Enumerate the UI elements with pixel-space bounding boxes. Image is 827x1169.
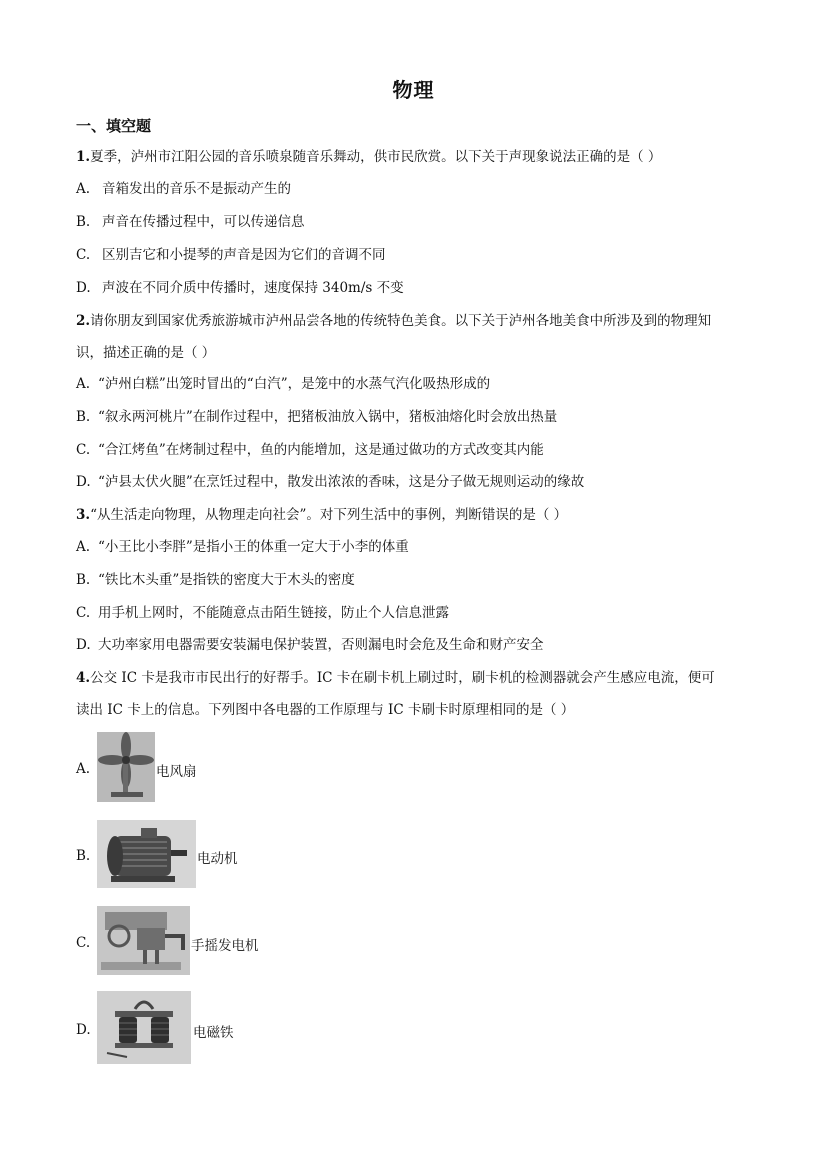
question-1-option-c: C. 区别吉它和小提琴的声音是因为它们的音调不同 xyxy=(76,247,386,263)
question-3-option-d: D. 大功率家用电器需要安装漏电保护装置，否则漏电时会危及生命和财产安全 xyxy=(76,637,544,653)
question-3-option-b: B. “铁比木头重”是指铁的密度大于木头的密度 xyxy=(76,572,355,588)
question-4-option-c-caption: 手摇发电机 xyxy=(191,938,259,954)
question-4-option-a-caption: 电风扇 xyxy=(156,764,197,780)
question-2-stem-line1: 2.请你朋友到国家优秀旅游城市泸州品尝各地的传统特色美食。以下关于泸州各地美食中所涉及到的物理知 xyxy=(76,313,712,329)
section-heading: 一、填空题 xyxy=(76,117,152,135)
question-3-option-a: A. “小王比小李胖”是指小王的体重一定大于小李的体重 xyxy=(76,539,409,555)
question-4-option-d-caption: 电磁铁 xyxy=(193,1025,234,1041)
question-4-option-c-label: C. xyxy=(76,935,91,951)
question-1-option-d: D. 声波在不同介质中传播时，速度保持 340m/s 不变 xyxy=(76,280,404,296)
question-1-option-b: B. 声音在传播过程中，可以传递信息 xyxy=(76,214,305,230)
question-2-option-a: A. “泸州白糕”出笼时冒出的“白汽”，是笼中的水蒸气汽化吸热形成的 xyxy=(76,376,491,392)
hand-crank-generator-icon xyxy=(97,906,190,975)
electric-motor-icon xyxy=(97,820,196,888)
question-3-option-c: C. 用手机上网时，不能随意点击陌生链接，防止个人信息泄露 xyxy=(76,605,449,621)
question-2-option-c: C. “合江烤鱼”在烤制过程中，鱼的内能增加，这是通过做功的方式改变其内能 xyxy=(76,442,544,458)
question-4-stem-line2: 读出 IC 卡上的信息。下列图中各电器的工作原理与 IC 卡刷卡时原理相同的是（ ） xyxy=(76,702,575,718)
question-1-option-a: A. 音箱发出的音乐不是振动产生的 xyxy=(76,181,291,197)
question-4-option-a-label: A. xyxy=(76,761,91,777)
question-1-stem: 1.夏季，泸州市江阳公园的音乐喷泉随音乐舞动，供市民欣赏。以下关于声现象说法正确的是（ ） xyxy=(76,149,662,165)
question-2-option-d: D. “泸县太伏火腿”在烹饪过程中，散发出浓浓的香味，这是分子做无规则运动的缘故 xyxy=(76,474,585,490)
electromagnet-icon xyxy=(97,991,191,1064)
question-4-option-d-label: D. xyxy=(76,1022,91,1038)
page-title: 物理 xyxy=(392,78,435,102)
electric-fan-icon xyxy=(97,732,155,802)
question-4-option-b-label: B. xyxy=(76,848,91,864)
question-4-option-b-caption: 电动机 xyxy=(197,851,238,867)
question-2-option-b: B. “叙永两河桃片”在制作过程中，把猪板油放入锅中，猪板油熔化时会放出热量 xyxy=(76,409,558,425)
question-2-stem-line2: 识，描述正确的是（ ） xyxy=(76,345,216,361)
question-4-stem-line1: 4.公交 IC 卡是我市市民出行的好帮手。IC 卡在刷卡机上刷过时，刷卡机的检测器就会产生感应电流，便可 xyxy=(76,670,715,686)
question-3-stem: 3.“从生活走向物理，从物理走向社会”。对下列生活中的事例，判断错误的是（ ） xyxy=(76,507,568,523)
